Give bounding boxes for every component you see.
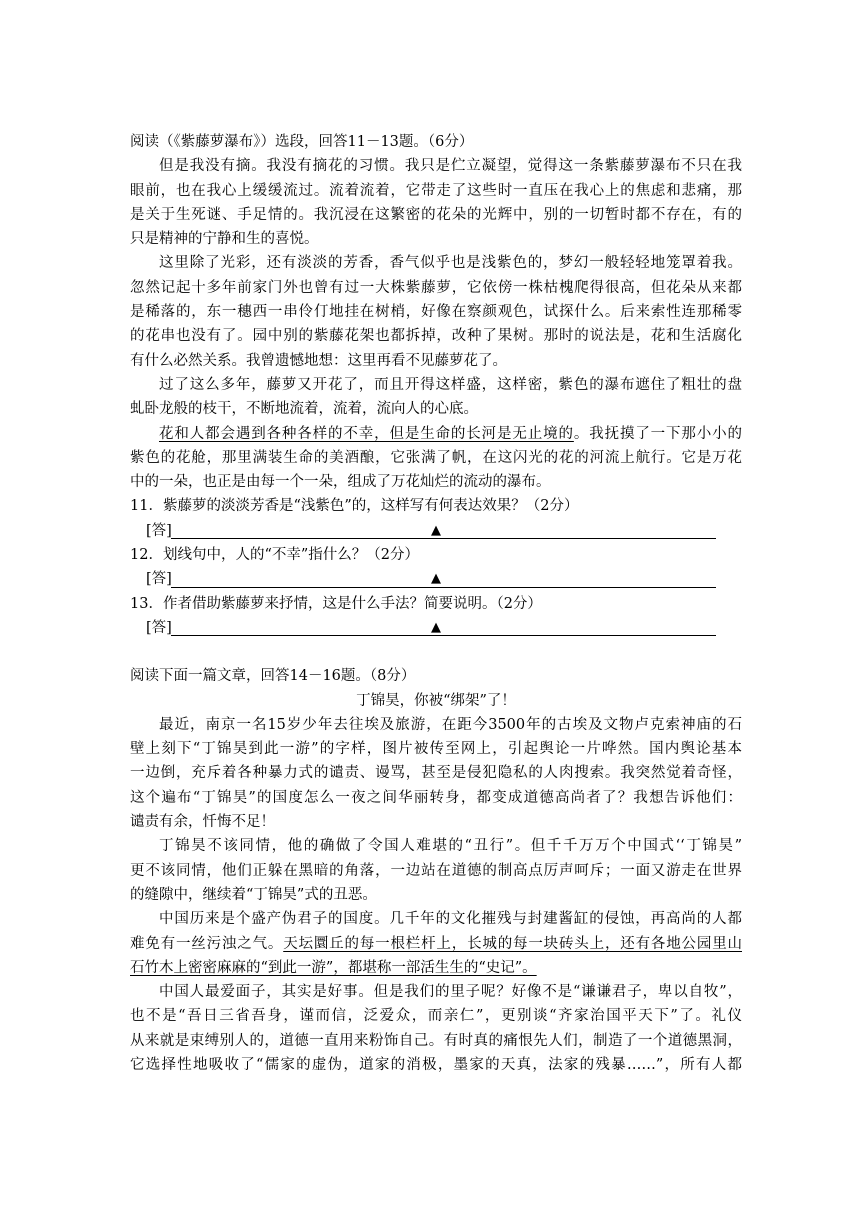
text-line: 过了这么多年，藤萝又开花了，而且开得这样盛，这样密，紫色的瀑布遮住了粗壮的盘 (159, 376, 742, 393)
text-line (130, 956, 742, 980)
text-line: 中国人最爱面子，其实是好事。但是我们的里子呢？好像不是“谦谦君子，卑以自牧”， (159, 984, 742, 1001)
text-line: 只是精神的宁静和生的喜悦。 (130, 231, 319, 248)
text-line: 忽然记起十多年前家门外也曾有过一大株紫藤萝，它依傍一株枯槐爬得很高，但花朵从来都 (130, 279, 742, 296)
triangle-marker-icon: ▲ (431, 571, 441, 587)
text-line: 从来就是束缚别人的，道德一直用来粉饰自己。有时真的痛恨先人们，制造了一个道德黑洞， (130, 1032, 742, 1049)
text-line: 它选择性地吸收了“儒家的虚伪，道家的消极，墨家的天真，法家的残暴……”，所有人都 (130, 1056, 742, 1073)
triangle-marker-icon: ▲ (431, 619, 441, 635)
answer-line-11[interactable] (130, 519, 742, 543)
article-title: 丁锦昊，你被“绑架”了！ (356, 692, 516, 709)
section2-intro: 阅读下面一篇文章，回答14－16题。（8分） (130, 668, 416, 685)
answer-prefix: [答] (146, 571, 172, 588)
triangle-marker-icon: ▲ (431, 522, 441, 538)
text-line: 的缝隙中，继续着“丁锦昊”式的丑恶。 (130, 886, 377, 903)
text-line: 更不该同情，他们正躲在黑暗的角落，一边站在道德的制高点厉声呵斥；一面又游走在世界 (130, 862, 742, 879)
text-span: 难免有一丝污浊之气。 (130, 935, 284, 952)
answer-prefix: [答] (146, 522, 172, 539)
text-line: 一边倒，充斥着各种暴力式的谴责、谩骂，甚至是侵犯隐私的人肉搜索。我突然觉着奇怪， (130, 765, 742, 782)
text-line: 最近，南京一名15岁少年去往埃及旅游，在距今3500年的古埃及文物卢克索神庙的石 (159, 716, 742, 733)
answer-prefix: [答] (146, 619, 172, 636)
section1-intro: 阅读（《紫藤萝瀑布》）选段，回答11－13题。（6分） (130, 134, 474, 150)
passage1-paragraph-4 (130, 422, 742, 495)
passage2-paragraph-2 (130, 834, 742, 907)
passage2-paragraph-4 (130, 980, 742, 1077)
text-line (130, 422, 742, 446)
text-line: 的花串也没有了。园中别的紫藤花架也都拆掉，改种了果树。那时的说法是，花和生活腐化 (130, 328, 742, 345)
question-11: 11．紫藤萝的淡淡芳香是“浅紫色”的，这样写有何表达效果？（2分） (130, 498, 579, 515)
passage1-paragraph-3 (130, 373, 742, 422)
exam-page (130, 130, 742, 1077)
text-line: 是关于生死谜、手足情的。我沉浸在这繁密的花朵的光辉中，别的一切暂时都不存在，有的 (130, 206, 742, 223)
text-line: 是稀落的，东一穗西一串伶仃地挂在树梢，好像在察颜观色，试探什么。后来索性连那稀零 (130, 304, 742, 321)
section-gap (130, 640, 742, 664)
text-line: 谴责有余，忏悔不足！ (130, 814, 275, 831)
text-line: 这个遍布“丁锦昊”的国度怎么一夜之间华丽转身，都变成道德高尚者了？我想告诉他们： (130, 789, 742, 806)
text-line: 这里除了光彩，还有淡淡的芳香，香气似乎也是浅紫色的，梦幻一般轻轻地笼罩着我。 (159, 255, 742, 272)
text-line: 中国历来是个盛产伪君子的国度。几千年的文化摧残与封建酱缸的侵蚀，再高尚的人都 (159, 911, 742, 928)
underlined-sentence: 花和人都会遇到各种各样的不幸，但是生命的长河是无止境的 (159, 425, 574, 442)
text-line: 眼前，也在我心上缓缓流过。流着流着，它带走了这些时一直压在我心上的焦虑和悲痛，那 (130, 182, 742, 199)
question-12: 12．划线句中，人的“不幸”指什么？（2分） (130, 547, 420, 564)
text-line: 丁锦昊不该同情，他的确做了令国人难堪的“丑行”。但千千万万个中国式‘‘丁锦昊” (159, 838, 742, 855)
text-line: 有什么必然关系。我曾遗憾地想：这里再看不见藤萝花了。 (130, 352, 507, 369)
text-line: 也不是“吾日三省吾身，谨而信，泛爱众，而亲仁”，更别谈“齐家治国平天下”了。礼仪 (130, 1008, 742, 1025)
text-span: 。我抚摸了一下那小小的 (573, 425, 742, 442)
passage2-paragraph-1 (130, 713, 742, 834)
text-line: 紫色的花舱，那里满装生命的美酒酿，它张满了帆，在这闪光的花的河流上航行。它是万花 (130, 449, 742, 466)
passage1-paragraph-1 (130, 154, 742, 251)
passage1-paragraph-2 (130, 251, 742, 372)
passage2-paragraph-3 (130, 907, 742, 980)
answer-line-13[interactable] (130, 616, 742, 640)
text-line (130, 932, 742, 956)
underlined-sentence: 石竹木上密密麻麻的“到此一游”，都堪称一部活生生的“史记”。 (130, 959, 537, 976)
answer-line-12[interactable] (130, 567, 742, 591)
question-13: 13．作者借助紫藤萝来抒情，这是什么手法？简要说明。（2分） (130, 595, 542, 612)
text-line: 虬卧龙般的枝干，不断地流着，流着，流向人的心底。 (130, 401, 478, 418)
underlined-sentence: 天坛圜丘的每一根栏杆上，长城的每一块砖头上，还有各地公园里山 (283, 935, 742, 952)
text-line: 壁上刻下“丁锦昊到此一游”的字样，图片被传至网上，引起舆论一片哗然。国内舆论基本 (130, 741, 742, 758)
text-line: 中的一朵，也正是由每一个一朵，组成了万花灿烂的流动的瀑布。 (130, 474, 551, 491)
text-line: 但是我没有摘。我没有摘花的习惯。我只是伫立凝望，觉得这一条紫藤萝瀑布不只在我 (159, 158, 742, 175)
